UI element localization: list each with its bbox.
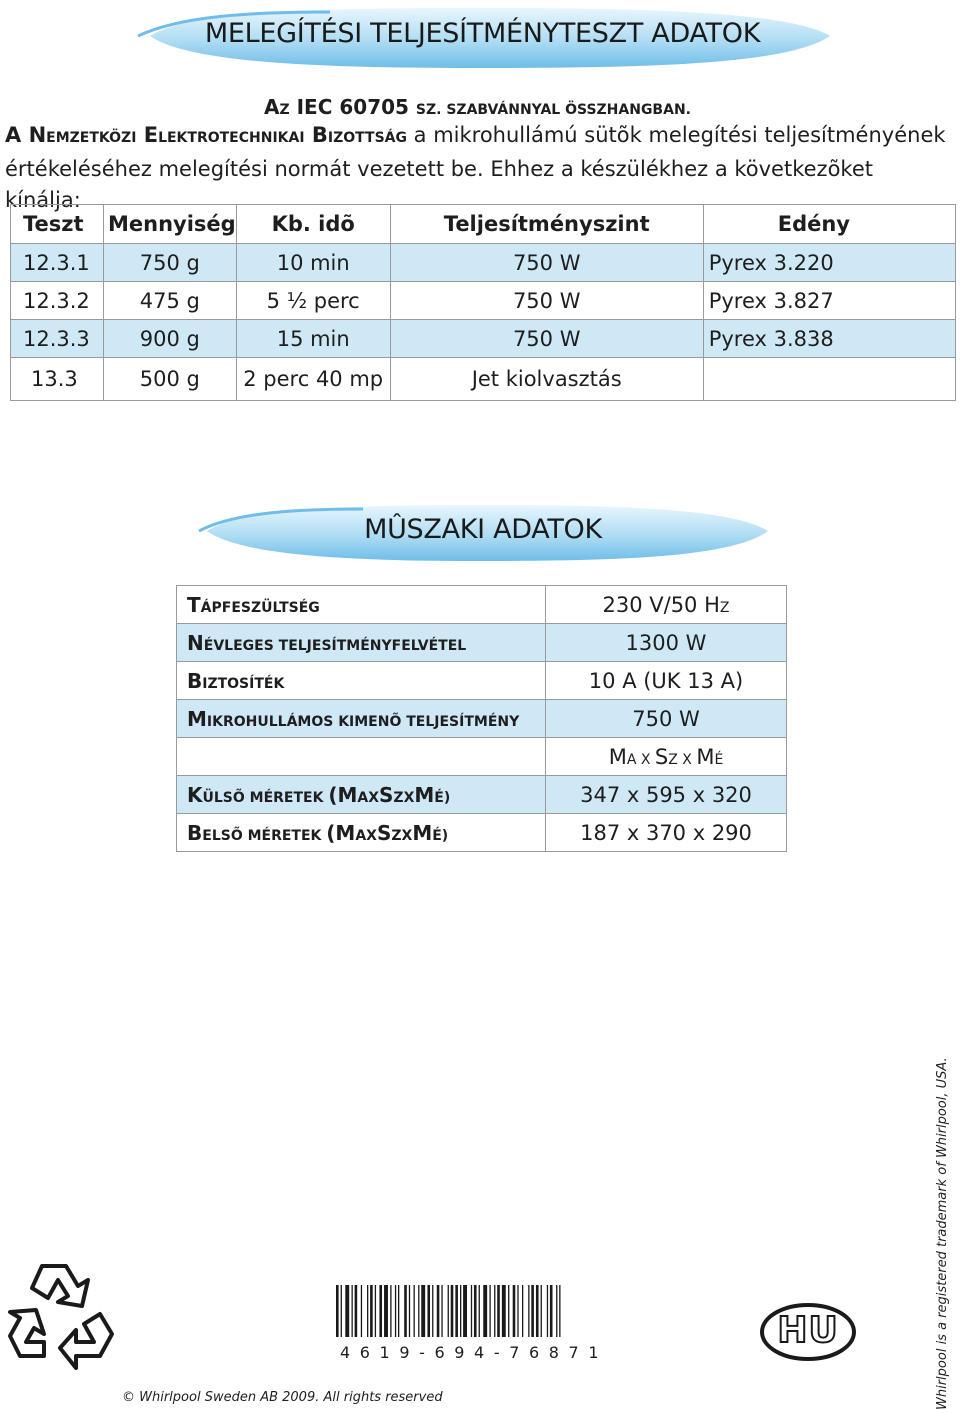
cell-label: NÉVLEGES TELJESÍTMÉNYFELVÉTEL: [177, 624, 546, 662]
barcode-bar: [483, 1285, 487, 1337]
barcode-bar: [494, 1285, 495, 1337]
cell-power: 750 W: [390, 282, 703, 320]
barcode-number: 4619-694-76871: [340, 1343, 609, 1362]
country-code: HU: [777, 1310, 839, 1351]
barcode-bar: [432, 1285, 433, 1337]
barcode-bar: [370, 1285, 373, 1337]
header-time: Kb. idõ: [236, 205, 390, 244]
table-row: [177, 776, 787, 814]
barcode-bar: [345, 1285, 349, 1337]
barcode-bar: [341, 1285, 342, 1337]
barcode-bar: [513, 1285, 516, 1337]
header-power: Teljesítményszint: [390, 205, 703, 244]
cell-test: 13.3: [11, 358, 104, 401]
header-test: Teszt: [11, 205, 104, 244]
barcode-bar: [379, 1285, 382, 1337]
cell-quantity: 475 g: [104, 282, 237, 320]
barcode-bar: [448, 1285, 449, 1337]
cell-power: Jet kiolvasztás: [390, 358, 703, 401]
cell-dish: [703, 358, 955, 401]
header-quantity: Mennyiség: [104, 205, 237, 244]
barcode-bar: [455, 1285, 458, 1337]
cell-quantity: 750 g: [104, 244, 237, 282]
barcode-bar: [418, 1285, 419, 1337]
barcode-bar: [497, 1285, 500, 1337]
table-row: [11, 282, 956, 320]
barcode-bar: [398, 1285, 399, 1337]
cell-value: 10 A (UK 13 A): [546, 662, 787, 700]
cell-power: 750 W: [390, 320, 703, 358]
barcode-bar: [556, 1285, 557, 1337]
barcode-bar: [508, 1285, 509, 1337]
barcode-bar: [421, 1285, 425, 1337]
barcode-bar: [361, 1285, 362, 1337]
barcode-bar: [460, 1285, 461, 1337]
cell-test: 12.3.1: [11, 244, 104, 282]
country-badge: [759, 1302, 857, 1362]
cell-value: 750 W: [546, 700, 787, 738]
table-header-row: [11, 205, 956, 244]
barcode-bar: [489, 1285, 490, 1337]
barcode-bar: [531, 1285, 534, 1337]
barcode-bar: [522, 1285, 523, 1337]
barcode-bar: [375, 1285, 376, 1337]
table-row: [177, 624, 787, 662]
cell-label: TÁPFESZÜLTSÉG: [177, 586, 546, 624]
barcode: [336, 1285, 636, 1343]
cell-time: 5 ½ perc: [236, 282, 390, 320]
barcode-bar: [336, 1285, 339, 1337]
standard-line: AZ IEC 60705 SZ. SZABVÁNNYAL ÖSSZHANGBAN.: [264, 95, 691, 119]
section-banner-heating: [130, 6, 835, 72]
barcode-bar: [441, 1285, 442, 1337]
barcode-bar: [547, 1285, 548, 1337]
section-banner-technical: [193, 503, 773, 563]
barcode-bar: [550, 1285, 553, 1337]
table-row: [11, 244, 956, 282]
barcode-bar: [427, 1285, 430, 1337]
cell-quantity: 500 g: [104, 358, 237, 401]
barcode-bar: [502, 1285, 506, 1337]
header-dish: Edény: [703, 205, 955, 244]
barcode-bar: [528, 1285, 529, 1337]
technical-data-table: [176, 585, 787, 852]
cell-label: [177, 738, 546, 776]
barcode-bar: [479, 1285, 480, 1337]
cell-label: MIKROHULLÁMOS KIMENÕ TELJESÍTMÉNY: [177, 700, 546, 738]
barcode-bar: [536, 1285, 539, 1337]
cell-test: 12.3.2: [11, 282, 104, 320]
barcode-bar: [409, 1285, 410, 1337]
section-title: MELEGÍTÉSI TELJESÍTMÉNYTESZT ADATOK: [204, 18, 761, 49]
cell-value: 187 x 370 x 290: [546, 814, 787, 852]
cell-test: 12.3.3: [11, 320, 104, 358]
table-row: [177, 738, 787, 776]
cell-label: BIZTOSÍTÉK: [177, 662, 546, 700]
barcode-bar: [451, 1285, 454, 1337]
cell-value: 230 V/50 HZ: [546, 586, 787, 624]
dimension-header: MA X SZ X MÉ: [546, 738, 787, 776]
table-row: [11, 320, 956, 358]
cell-value: 347 x 595 x 320: [546, 776, 787, 814]
barcode-bar: [474, 1285, 477, 1337]
barcode-bar: [352, 1285, 353, 1337]
cell-time: 10 min: [236, 244, 390, 282]
barcode-bar: [355, 1285, 358, 1337]
barcode-bar: [404, 1285, 407, 1337]
section-title: MÛSZAKI ADATOK: [364, 514, 602, 545]
cell-dish: Pyrex 3.220: [703, 244, 955, 282]
barcode-bar: [384, 1285, 388, 1337]
heating-test-table: [10, 204, 956, 401]
table-row: [177, 814, 787, 852]
cell-quantity: 900 g: [104, 320, 237, 358]
recycle-icon: [4, 1258, 119, 1373]
barcode-bar: [367, 1285, 368, 1337]
barcode-bar: [390, 1285, 391, 1337]
barcode-bar: [517, 1285, 518, 1337]
table-row: [177, 662, 787, 700]
barcode-bar: [463, 1285, 467, 1337]
table-row: [11, 358, 956, 401]
barcode-bar: [559, 1285, 560, 1337]
cell-dish: Pyrex 3.827: [703, 282, 955, 320]
barcode-bar: [414, 1285, 415, 1337]
cell-label: KÜLSÕ MÉRETEK (MAXSZXMÉ): [177, 776, 546, 814]
cell-label: BELSÕ MÉRETEK (MAXSZXMÉ): [177, 814, 546, 852]
intro-paragraph: A NEMZETKÖZI ELEKTROTECHNIKAI BIZOTTSÁG a mikrohullámú sütõk melegítési teljesítményének értékeléséhez melegítési normát vezetett be. Ehhez a készülékhez a következõket kínálja:: [5, 123, 946, 212]
cell-time: 15 min: [236, 320, 390, 358]
cell-power: 750 W: [390, 244, 703, 282]
cell-value: 1300 W: [546, 624, 787, 662]
barcode-bar: [541, 1285, 542, 1337]
trademark-note: Whirlpool is a registered trademark of Whirlpool, USA.: [935, 1057, 950, 1410]
barcode-bar: [471, 1285, 472, 1337]
table-row: [177, 586, 787, 624]
barcode-bar: [437, 1285, 440, 1337]
cell-dish: Pyrex 3.838: [703, 320, 955, 358]
cell-time: 2 perc 40 mp: [236, 358, 390, 401]
barcode-bar: [395, 1285, 396, 1337]
copyright-text: © Whirlpool Sweden AB 2009. All rights reserved: [122, 1390, 443, 1405]
table-row: [177, 700, 787, 738]
